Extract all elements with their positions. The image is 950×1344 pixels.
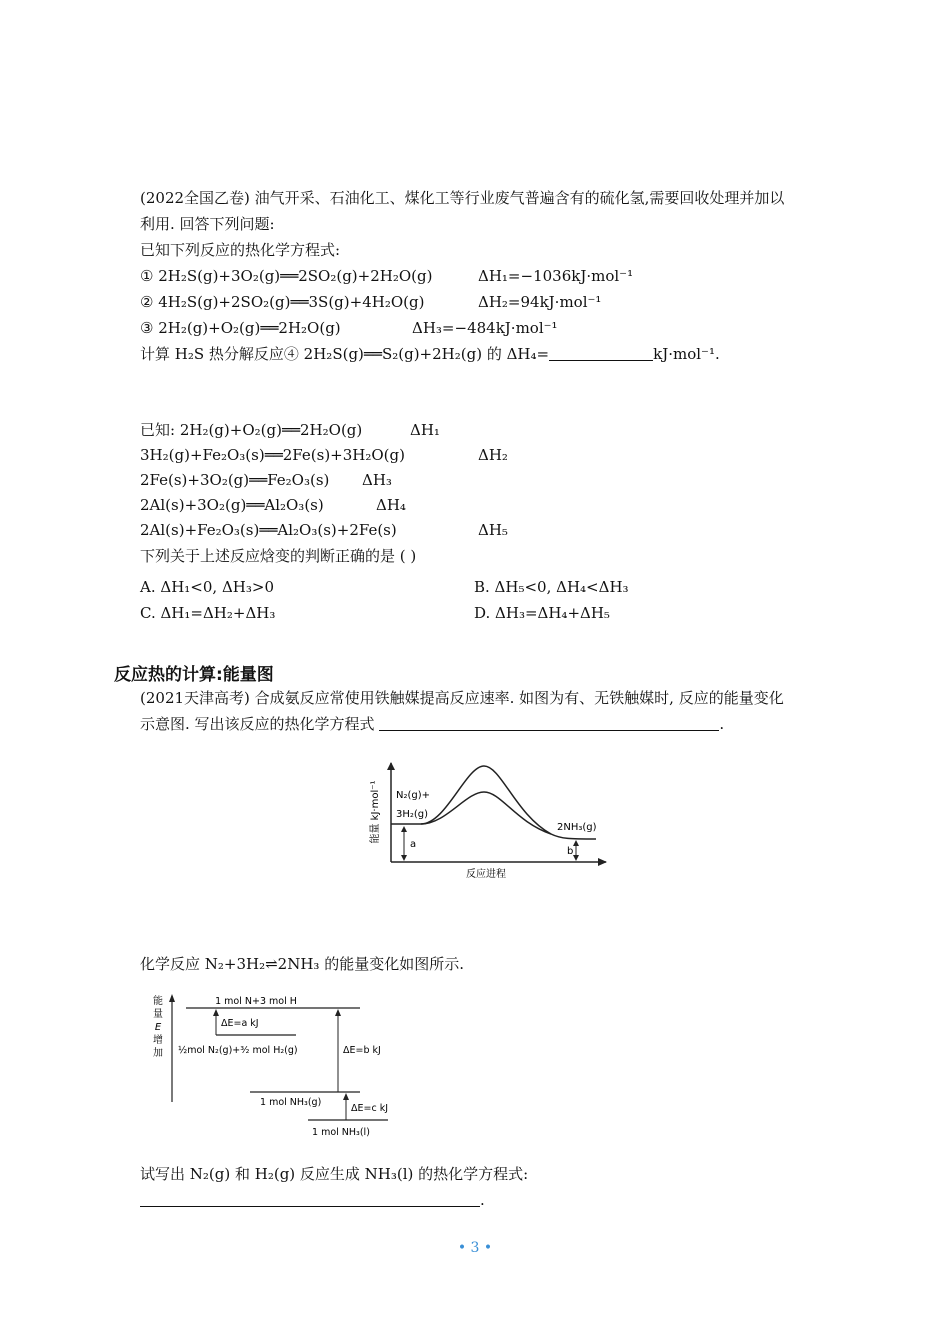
product-label: 2NH₃(g) (557, 822, 597, 833)
q2-eq4: 2Al(s)+3O₂(g)══Al₂O₃(s) (140, 496, 324, 514)
reactant-label-1: N₂(g)+ (396, 790, 431, 801)
top-level-label: 1 mol N+3 mol H (215, 996, 297, 1007)
x-axis-label: 反应进程 (466, 869, 506, 880)
energy-profile-figure (366, 760, 616, 884)
reactant-label-2: 3H₂(g) (396, 809, 429, 820)
q2-dh4: ΔH₄ (376, 496, 406, 514)
q1-reaction-1: ① 2H₂S(g)+3O₂(g)══2SO₂(g)+2H₂O(g) (140, 267, 433, 285)
q2-option-a[interactable]: A. ΔH₁<0, ΔH₃>0 (140, 578, 274, 596)
q4-answer-line (140, 1190, 485, 1210)
y-label-2: 量 (153, 1009, 163, 1020)
q4-end: . (480, 1191, 485, 1209)
page-number: • 3 • (457, 1240, 493, 1256)
section-heading: 反应热的计算:能量图 (114, 665, 274, 685)
q1-ask-unit: kJ·mol⁻¹. (653, 345, 720, 363)
de-c-label: ΔE=c kJ (351, 1103, 389, 1114)
liq-level-label: 1 mol NH₃(l) (312, 1127, 370, 1138)
q2-eq5: 2Al(s)+Fe₂O₃(s)══Al₂O₃(s)+2Fe(s) (140, 521, 397, 539)
q1-intro-line3: 已知下列反应的热化学方程式: (140, 241, 341, 259)
q2-dh5: ΔH₅ (478, 521, 508, 539)
q1-ask (140, 344, 720, 364)
q2-option-b[interactable]: B. ΔH₅<0, ΔH₄<ΔH₃ (474, 578, 629, 596)
q2-eq1: 已知: 2H₂(g)+O₂(g)══2H₂O(g) (140, 421, 363, 439)
q2-dh1: ΔH₁ (410, 421, 440, 439)
q4-answer-blank[interactable] (140, 1192, 480, 1207)
y-label-1: 能 (153, 996, 163, 1007)
q1-reaction-3: ③ 2H₂(g)+O₂(g)══2H₂O(g) (140, 319, 341, 337)
q3-intro-text: 示意图. 写出该反应的热化学方程式 (140, 715, 375, 733)
q1-dh1: ΔH₁=−1036kJ·mol⁻¹ (478, 267, 634, 285)
y-label-4: 增 (153, 1035, 163, 1046)
q3-intro-line1: (2021天津高考) 合成氨反应常使用铁触媒提高反应速率. 如图为有、无铁触媒时, 反应的能量变化 (140, 689, 784, 707)
q1-reaction-2: ② 4H₂S(g)+2SO₂(g)══3S(g)+4H₂O(g) (140, 293, 425, 311)
gas-level-label: 1 mol NH₃(g) (260, 1097, 322, 1108)
y-axis-label: 能量 kJ·mol⁻¹ (370, 780, 381, 844)
de-b-label: ΔE=b kJ (343, 1045, 381, 1056)
y-axis-arrow (387, 762, 395, 770)
q1-answer-blank[interactable] (549, 346, 653, 361)
q3-answer-blank[interactable] (379, 716, 719, 731)
q1-ask-text: 计算 H₂S 热分解反应④ 2H₂S(g)══S₂(g)+2H₂(g) 的 ΔH₄= (140, 345, 550, 363)
energy-level-figure (146, 990, 406, 1140)
q3-intro-line2: 示意图. 写出该反应的热化学方程式 . (140, 715, 725, 733)
y-label-5: 加 (153, 1048, 163, 1059)
q2-question: 下列关于上述反应焓变的判断正确的是 ( ) (140, 547, 417, 565)
q2-option-c[interactable]: C. ΔH₁=ΔH₂+ΔH₃ (140, 604, 276, 622)
q2-eq2: 3H₂(g)+Fe₂O₃(s)══2Fe(s)+3H₂O(g) (140, 446, 405, 464)
q1-intro-line1: (2022全国乙卷) 油气开采、石油化工、煤化工等行业废气普遍含有的硫化氢,需要回收处理并加以 (140, 189, 785, 207)
q2-dh2: ΔH₂ (478, 446, 508, 464)
y-label-3: E (154, 1022, 162, 1033)
q2-dh3: ΔH₃ (362, 471, 392, 489)
q4-intro: 化学反应 N₂+3H₂⇌2NH₃ 的能量变化如图所示. (140, 955, 464, 973)
label-a: a (410, 839, 417, 850)
q1-dh3: ΔH₃=−484kJ·mol⁻¹ (412, 319, 558, 337)
label-b: b (567, 846, 574, 857)
q1-dh2: ΔH₂=94kJ·mol⁻¹ (478, 293, 602, 311)
q2-option-d[interactable]: D. ΔH₃=ΔH₄+ΔH₅ (474, 604, 610, 622)
de-a-label: ΔE=a kJ (221, 1018, 259, 1029)
q2-eq3: 2Fe(s)+3O₂(g)══Fe₂O₃(s) (140, 471, 330, 489)
x-axis-arrow (598, 858, 607, 866)
q1-intro-line2: 利用. 回答下列问题: (140, 215, 275, 233)
mid-level-label: ½mol N₂(g)+³⁄₂ mol H₂(g) (178, 1045, 298, 1056)
q4-ask: 试写出 N₂(g) 和 H₂(g) 反应生成 NH₃(l) 的热化学方程式: (140, 1165, 529, 1183)
